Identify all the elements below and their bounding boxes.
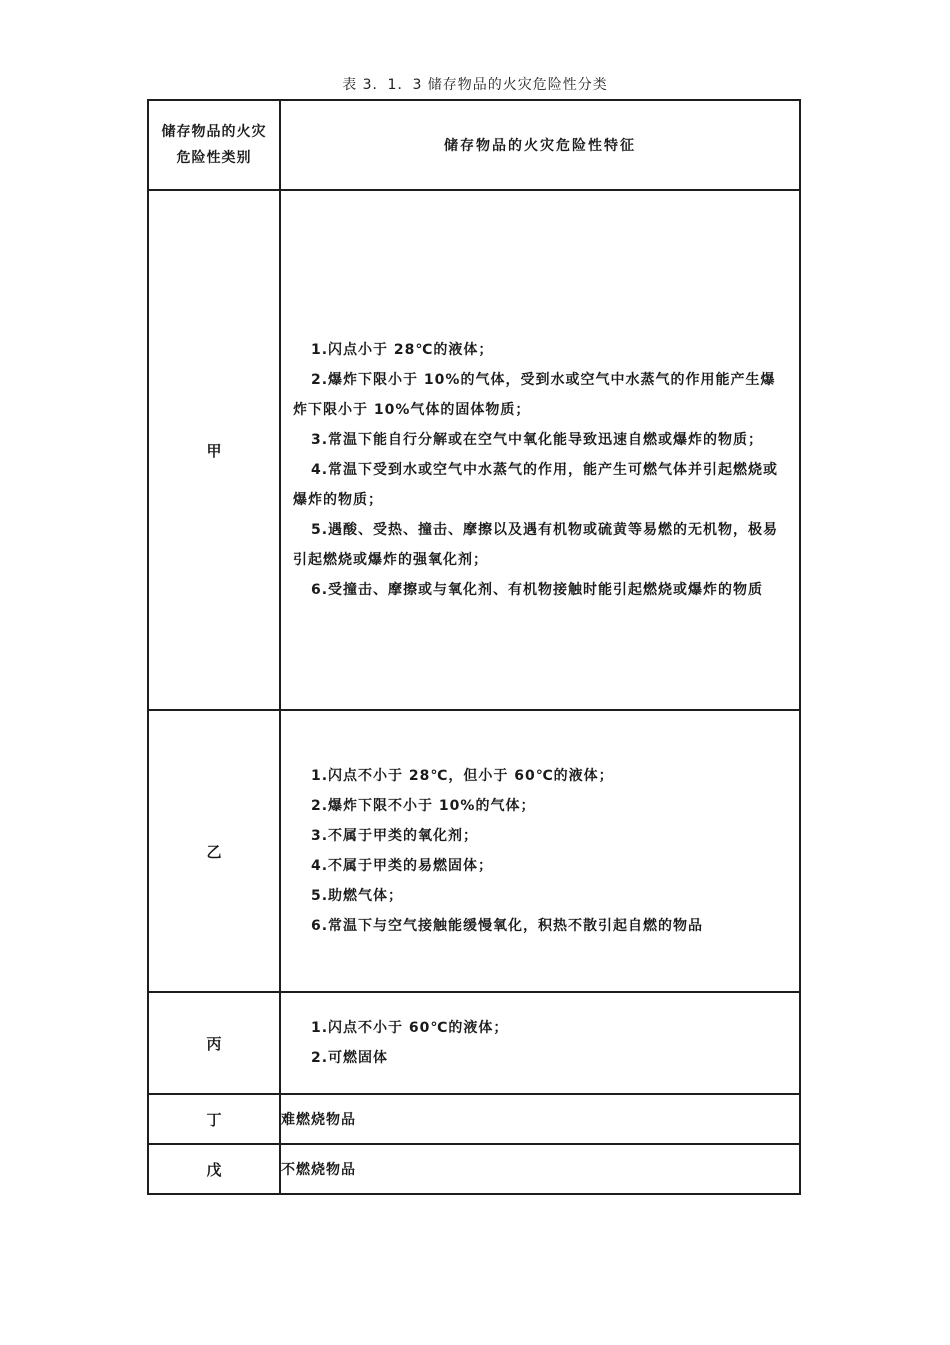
list-item: 2.爆炸下限小于 10%的气体，受到水或空气中水蒸气的作用能产生爆炸下限小于 10%气体的固体物质； (293, 372, 776, 418)
features-cell-yi (280, 710, 800, 992)
hazard-table-part-2 (147, 709, 801, 1195)
table-caption: 表 3．1．3 储存物品的火灾危险性分类 (342, 77, 608, 93)
header-category-line2: 危险性类别 (176, 150, 252, 166)
header-features-cell: 储存物品的火灾危险性特征 (280, 100, 800, 190)
header-category-cell (148, 100, 280, 190)
list-item: 2.爆炸下限不小于 10%的气体； (311, 798, 536, 814)
list-item: 4.不属于甲类的易燃固体； (311, 858, 494, 874)
list-item: 5.遇酸、受热、撞击、摩擦以及遇有机物或硫黄等易燃的无机物，极易引起燃烧或爆炸的强氧化剂； (293, 522, 779, 568)
features-cell-ding: 难燃烧物品 (280, 1094, 800, 1144)
hazard-table-part-1 (147, 99, 801, 711)
list-item: 5.助燃气体； (311, 888, 404, 904)
features-cell-wu: 不燃烧物品 (280, 1144, 800, 1194)
category-cell-bing: 丙 (148, 992, 280, 1094)
features-cell-bing (280, 992, 800, 1094)
table-row-ding (148, 1094, 800, 1144)
list-item: 3.常温下能自行分解或在空气中氧化能导致迅速自燃或爆炸的物质； (311, 432, 764, 448)
features-cell-jia (280, 190, 800, 710)
list-item: 2.可燃固体 (311, 1050, 389, 1066)
table-row-yi (148, 710, 800, 992)
list-item: 1.闪点不小于 28℃，但小于 60℃的液体； (311, 768, 614, 784)
header-category-line1: 储存物品的火灾 (161, 124, 267, 140)
list-item: 3.不属于甲类的氧化剂； (311, 828, 479, 844)
table-header-row (148, 100, 800, 190)
list-item: 1.闪点不小于 60℃的液体； (311, 1020, 509, 1036)
list-item: 1.闪点小于 28℃的液体； (311, 342, 494, 358)
table-row-bing (148, 992, 800, 1094)
category-cell-jia: 甲 (148, 190, 280, 710)
list-item: 6.常温下与空气接触能缓慢氧化，积热不散引起自燃的物品 (311, 918, 704, 934)
category-cell-ding: 丁 (148, 1094, 280, 1144)
category-cell-yi: 乙 (148, 710, 280, 992)
category-cell-wu: 戊 (148, 1144, 280, 1194)
table-row-jia (148, 190, 800, 710)
list-item: 6.受撞击、摩擦或与氧化剂、有机物接触时能引起燃烧或爆炸的物质 (311, 582, 764, 598)
list-item: 4.常温下受到水或空气中水蒸气的作用，能产生可燃气体并引起燃烧或爆炸的物质； (293, 462, 779, 508)
table-row-wu (148, 1144, 800, 1194)
